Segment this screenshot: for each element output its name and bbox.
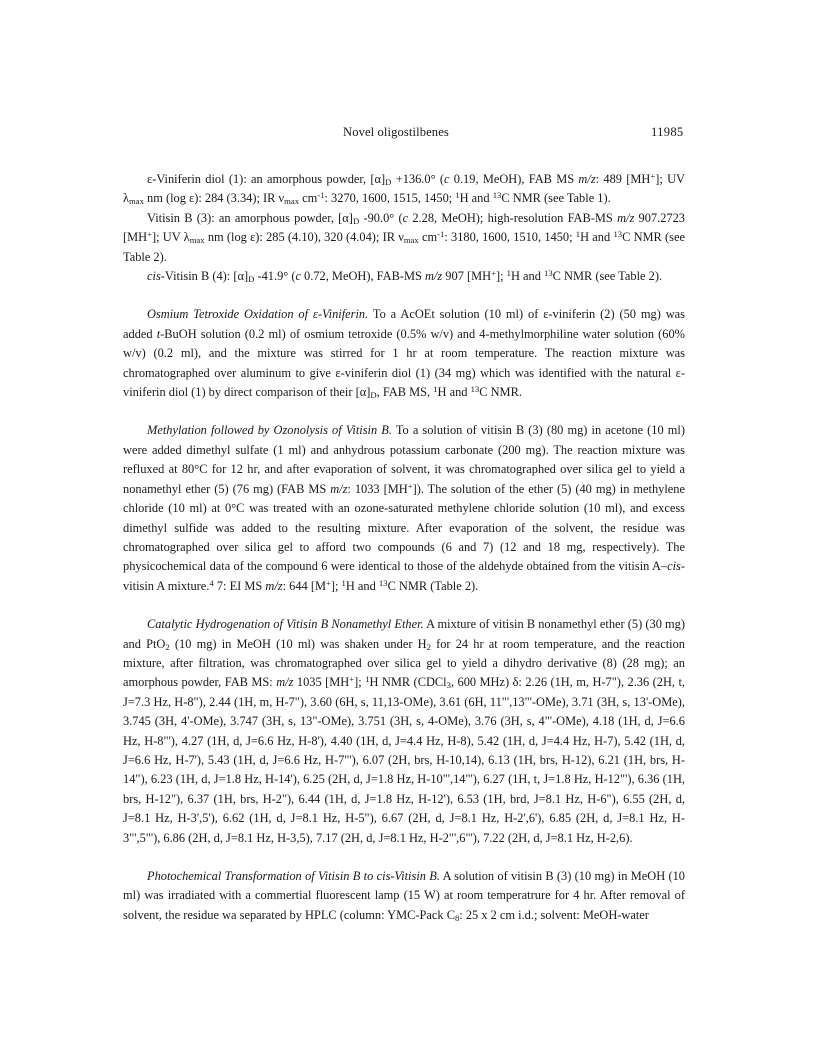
section-title: Methylation followed by Ozonolysis of Vitisin B.	[147, 423, 392, 438]
reference-marker: 4	[209, 577, 214, 588]
compound-data-cis-vitisin-b: cis-Vitisin B (4): $[\alpha]_D$ -41.9° (c 0.72, MeOH), FAB-MS m/z 907 [MH+]; $^1$H and $^{13}$C NMR (see Table 2).	[147, 268, 663, 285]
section-title: Osmium Tetroxide Oxidation of ε-Viniferin.	[147, 307, 369, 322]
page-header	[0, 125, 815, 141]
section-title: Catalytic Hydrogenation of Vitisin B Nonamethyl Ether.	[147, 617, 424, 632]
section-methylation-ozonolysis: Methylation followed by Ozonolysis of Vitisin B. To a solution of vitisin B (3) (80 mg) in acetone (10 ml) were added dimethyl sulfate (1 ml) and anhydrous potassium carbonate (200 mg). The reaction mixture was refluxed at 80°C for 12 hr, and after evaporation of solvent, it was chromatographed over silica gel to yield a nonamethyl ether (5) (76 mg) (FAB MS m/z: 1033 [MH+]). The solution of the ether (5) (40 mg) in methylene chloride (10 ml) at 0°C was treated with an ozone-saturated methylene chloride solution (10 ml), and excess dimethyl sulfide was added to the resulting mixture. After evaporation of the solvent, the residue was chromatographed over silica gel to afford two compounds (6 and 7) (12 and 18 mg, respectively). The physicochemical data of the compound 6 were identical to those of the aldehyde obtained from the vitisin A–cis-vitisin A mixture.$^4$ 7: EI MS m/z: 644 [M+]; $^1$H and $^{13}$C NMR (Table 2).	[123, 423, 685, 593]
compound-data-viniferin-diol: ε-Viniferin diol (1): an amorphous powder, $[\alpha]_D +136.0^\circ$ (c 0.19, MeOH), FAB MS m/z: 489 [MH+]; UV $\lambda_{max}$ nm (log ε): 284 (3.34); IR $\nu_{max}$ $cm^{-1}$: 3270, 1600, 1515, 1450; $^1$H and $^{13}$C NMR (see Table 1).	[123, 171, 685, 207]
section-title: Photochemical Transformation of Vitisin B to cis-Vitisin B.	[147, 869, 440, 883]
section-osmium-oxidation: Osmium Tetroxide Oxidation of ε-Viniferin. To a AcOEt solution (10 ml) of ε-viniferin (2) (50 mg) was added t-BuOH solution (0.2 ml) of osmium tetroxide (0.5% w/v) and 4-methylmorphiline water solution (60% w/v) (0.2 ml), and the mixture was stirred for 1 hr at room temperature. The reaction mixture was chromatographed over aluminum to give ε-viniferin diol (1) (34 mg) which was identified with the natural ε-viniferin diol (1) by direct comparison of their $[\alpha]_D$, FAB MS, $^1$H and $^{13}$C NMR.	[123, 307, 685, 401]
article-body	[123, 170, 685, 925]
section-catalytic-hydrogenation: Catalytic Hydrogenation of Vitisin B Nonamethyl Ether. A mixture of vitisin B nonamethyl ether (5) (30 mg) and PtO$_2$ (10 mg) in MeOH (10 ml) was shaken under $H_2$ for 24 hr at room temperature, and the reaction mixture, after filtration, was chromatographed over silica gel to yield a dihydro derivative (8) (28 mg); an amorphous powder, FAB MS: m/z 1035 [MH+]; $^1$H NMR (CDCl$_3$, 600 MHz) δ: 2.26 (1H, m, H-7"), 2.36 (2H, t, J=7.3 Hz, H-8"), 2.44 (1H, m, H-7"), 3.60 (6H, s, 11,13-OMe), 3.61 (6H, 11"',13"'-OMe), 3.71 (3H, s, 13'-OMe), 3.745 (3H, 4'-OMe), 3.747 (3H, s, 13"-OMe), 3.751 (3H, s, 4-OMe), 3.76 (3H, s, 4"'-OMe), 4.18 (1H, d, J=6.6 Hz, H-8"'), 4.27 (1H, d, J=6.6 Hz, H-8'), 4.40 (1H, d, J=4.4 Hz, H-8), 5.42 (1H, d, J=4.4 Hz, H-7), 5.42 (1H, d, J=6.6 Hz, H-7'), 5.43 (1H, d, J=6.6 Hz, H-7"'), 6.07 (2H, brs, H-10,14), 6.13 (1H, brs, H-12), 6.21 (1H, brs, H-14"), 6.23 (1H, d, J=1.8 Hz, H-14'), 6.25 (2H, d, J=1.8 Hz, H-10"',14"'), 6.27 (1H, t, J=1.8 Hz, H-12"'), 6.36 (1H, brs, H-12"), 6.37 (1H, brs, H-2"), 6.44 (1H, d, J=1.8 Hz, H-12'), 6.53 (1H, brd, J=8.1 Hz, H-6"), 6.55 (2H, d, J=8.1 Hz, H-3',5'), 6.62 (1H, d, J=8.1 Hz, H-5"), 6.67 (2H, d, J=8.1 Hz, H-2',6'), 6.85 (2H, d, J=8.1 Hz, H-3"',5"'), 6.86 (2H, d, J=8.1 Hz, H-3,5), 7.17 (2H, d, J=8.1 Hz, H-2"',6"'), 7.22 (2H, d, J=8.1 Hz, H-2,6).	[123, 617, 686, 845]
page-number: 11985	[651, 125, 684, 139]
running-title: Novel oligostilbenes	[343, 125, 449, 139]
compound-data-vitisin-b: Vitisin B (3): an amorphous powder, $[\alpha]_D$ -90.0° (c 2.28, MeOH); high-resolution FAB-MS m/z 907.2723 [MH+]; UV $\lambda_{max}$ nm (log ε): 285 (4.10), 320 (4.04); IR $\nu_{max}$ $cm^{-1}$: 3180, 1600, 1510, 1450; $^1$H and $^{13}$C NMR (see Table 2).	[123, 210, 685, 264]
section-photochemical-transformation: Photochemical Transformation of Vitisin B to cis-Vitisin B. A solution of vitisin B (3) (10 mg) in MeOH (10 ml) was irradiated with a commertial fluorescent lamp (15 W) at room temperatrure for 4 hr. After removal of solvent, the residue wa separated by HPLC (column: YMC-Pack $C_8$: 25 x 2 cm i.d.; solvent: MeOH-water	[123, 869, 685, 923]
